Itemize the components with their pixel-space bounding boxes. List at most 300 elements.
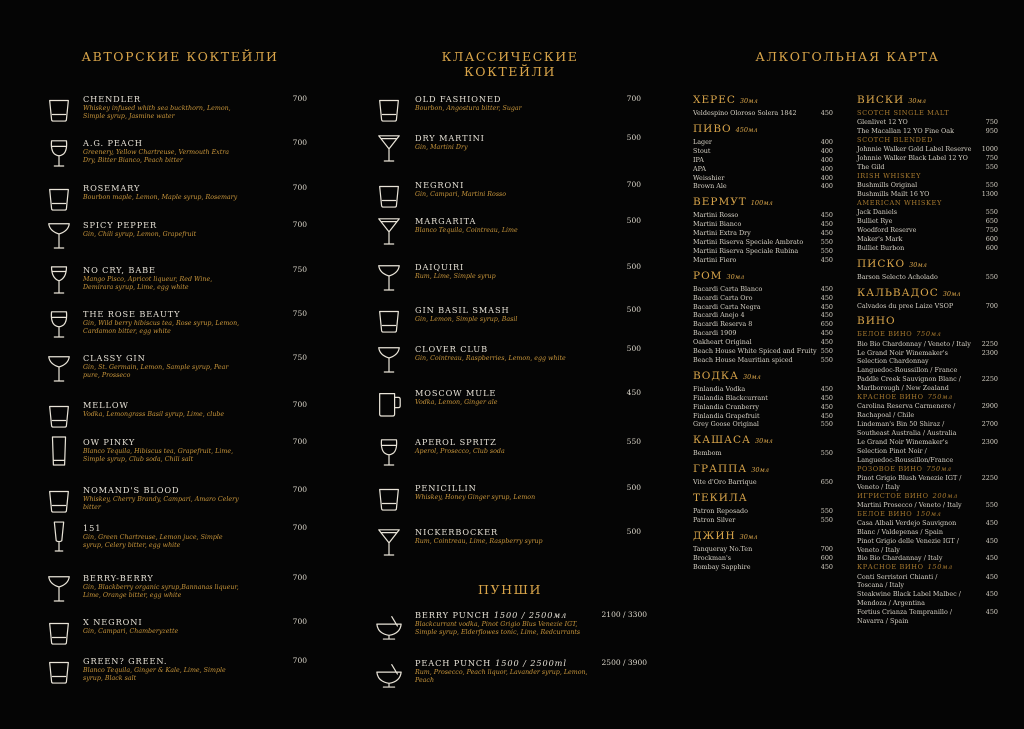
alcohol-item-name: Oakheart Original bbox=[693, 338, 752, 347]
section-name: ВИСКИ bbox=[857, 94, 905, 106]
section-volume: 30мл bbox=[739, 97, 758, 105]
cocktail-name: ROSEMARY bbox=[83, 183, 141, 193]
alcohol-item-name: Finlandia Vodka bbox=[693, 384, 746, 393]
cocktail-name: SPICY PEPPER bbox=[83, 220, 158, 230]
punch-name bbox=[415, 658, 567, 668]
alcohol-section-title bbox=[693, 463, 769, 475]
alcohol-section-title bbox=[693, 94, 758, 106]
cocktail-description: Whiskey, Cherry Brandy, Campari, Amaro Celery bitter bbox=[83, 496, 239, 511]
alcohol-item-name: Pinot Grigio delle Venezie IGT / bbox=[857, 536, 959, 545]
alcohol-item-name: Veldespino Oloroso Solera 1842 bbox=[693, 109, 797, 117]
cocktail-name: A.G. PEACH bbox=[83, 138, 143, 148]
alcohol-item-price: 2900 bbox=[981, 402, 998, 411]
alcohol-item-name: Finlandia Cranberry bbox=[693, 402, 760, 411]
alcohol-item-price: 450 bbox=[985, 590, 998, 599]
alcohol-item-name: Martini Fiero bbox=[693, 255, 737, 264]
alcohol-item-name: Rachapoal / Chile bbox=[857, 411, 915, 420]
cocktail-price: 750 bbox=[292, 265, 307, 274]
alcohol-item-price: 550 bbox=[820, 420, 833, 429]
alcohol-item-price: 550 bbox=[820, 238, 833, 246]
alcohol-item-price: 600 bbox=[820, 553, 833, 562]
alcohol-item-name: Lindeman's Bin 50 Shiraz / bbox=[857, 420, 945, 428]
cocktail-name: GIN BASIL SMASH bbox=[415, 305, 510, 315]
martini-glass-icon bbox=[375, 523, 403, 559]
cocktail-price: 700 bbox=[292, 437, 307, 446]
alcohol-item-name: Le Grand Noir Winemaker's bbox=[857, 437, 948, 446]
cocktail-description: Gin, Green Chartreuse, Lemon juce, Simple syrup, Celery bitter, egg white bbox=[83, 534, 223, 549]
alcohol-item-name: Blanc / Valdepenas / Spain bbox=[857, 527, 943, 536]
alcohol-item-price: 450 bbox=[820, 393, 833, 402]
cocktail-name: MELLOW bbox=[83, 400, 129, 410]
cocktail-name: CLASSY GIN bbox=[83, 353, 146, 363]
cocktail-name: APEROL SPRITZ bbox=[415, 437, 497, 447]
alcohol-item-price: 700 bbox=[985, 301, 998, 310]
cocktail-name: X NEGRONI bbox=[83, 617, 143, 627]
alcohol-item-name: Bulliet Burbon bbox=[857, 243, 905, 252]
alcohol-item-name: Patron Reposado bbox=[693, 507, 749, 516]
alcohol-item-name: Glenlivet 12 YO bbox=[857, 118, 908, 127]
section-name: КАЛЬВАДОС bbox=[857, 286, 939, 299]
rocks-glass-icon bbox=[375, 479, 403, 515]
subsection-name: AMERICAN WHISKEY bbox=[857, 198, 942, 207]
section-name: ПИВО bbox=[693, 122, 732, 135]
alcohol-item-price: 2250 bbox=[981, 375, 998, 384]
rocks-glass-icon bbox=[45, 179, 73, 215]
alcohol-item-price: 450 bbox=[820, 284, 833, 293]
alcohol-item-name: Finlandia Blackcurrant bbox=[693, 393, 768, 402]
cocktail-description: Bourbon, Angostura bitter, Sugar bbox=[415, 105, 522, 112]
alcohol-item-price: 2700 bbox=[981, 420, 998, 428]
alcohol-item-price: 550 bbox=[820, 449, 833, 458]
section-volume: 30мл bbox=[742, 372, 761, 381]
alcohol-item-name: Marlborough / New Zealand bbox=[857, 384, 949, 393]
rocks-glass-icon bbox=[375, 301, 403, 337]
punch-bowl-icon bbox=[375, 656, 403, 692]
section-volume: 30мл bbox=[751, 466, 770, 475]
alcohol-item-price: 1300 bbox=[981, 190, 998, 198]
alcohol-item-price: 450 bbox=[820, 411, 833, 420]
author-header: АВТОРСКИЕ КОКТЕЙЛИ bbox=[81, 49, 279, 64]
alcohol-item-price: 450 bbox=[820, 562, 833, 571]
alcohol-item-name: Vite d'Oro Barrique bbox=[693, 478, 757, 487]
alcohol-item-name: Bushmills Original bbox=[857, 181, 918, 190]
cocktail-description: Rum, Lime, Simple syrup bbox=[415, 273, 496, 280]
section-volume: 30мл bbox=[755, 437, 773, 446]
cocktail-name: BERRY-BERRY bbox=[83, 573, 154, 583]
alcohol-item-name: Patron Silver bbox=[693, 516, 736, 524]
alcohol-item-price: 550 bbox=[820, 347, 833, 355]
alcohol-section-title bbox=[857, 94, 926, 106]
cocktail-name: PENICILLIN bbox=[415, 483, 477, 493]
cocktail-description: Vodka, Lemon, Ginger ale bbox=[415, 399, 498, 406]
alcohol-item-name: Martini Extra Dry bbox=[693, 229, 751, 238]
alcohol-item-name: Bacardi Carta Oro bbox=[693, 293, 753, 302]
subsection-volume: 750мл bbox=[916, 330, 942, 339]
cocktail-price: 700 bbox=[292, 94, 307, 103]
coupe-glass-icon bbox=[375, 340, 403, 376]
alcohol-item-name: Selection Pinot Noir / bbox=[857, 446, 927, 455]
cocktail-price: 750 bbox=[292, 309, 307, 318]
coupe-glass-icon bbox=[375, 258, 403, 294]
alcohol-item-name: Stout bbox=[693, 146, 711, 155]
alcohol-item-name: Le Grand Noir Winemaker's bbox=[857, 348, 948, 357]
martini-glass-icon bbox=[375, 212, 403, 248]
alcohol-section-title bbox=[693, 492, 748, 504]
alcohol-subsection-title bbox=[857, 136, 933, 144]
alcohol-item-name: Veneto / Italy bbox=[857, 482, 900, 491]
cocktail-price: 500 bbox=[626, 527, 641, 536]
alcohol-subsection-title bbox=[857, 393, 953, 401]
cocktail-price: 550 bbox=[626, 437, 641, 446]
alcohol-item-price: 750 bbox=[985, 118, 998, 127]
alcohol-item-name: Jack Daniels bbox=[857, 208, 898, 217]
alcohol-item-price: 400 bbox=[820, 164, 833, 173]
alcohol-item-price: 450 bbox=[820, 302, 833, 311]
alcohol-item-name: Navarra / Spain bbox=[857, 617, 909, 625]
alcohol-item-name: Bacardi Anejo 4 bbox=[693, 311, 745, 320]
punch-name bbox=[415, 610, 567, 620]
classic-header: КЛАССИЧЕСКИЕ КОКТЕЙЛИ bbox=[441, 49, 579, 79]
alcohol-item-name: Barson Selecto Acholado bbox=[857, 272, 938, 281]
subsection-volume: 150мл bbox=[927, 563, 953, 572]
cocktail-price: 700 bbox=[292, 656, 307, 665]
alcohol-item-name: Johnnie Walker Gold Label Reserve bbox=[857, 145, 972, 154]
alcohol-section-title bbox=[857, 287, 961, 299]
section-name: ВОДКА bbox=[693, 369, 739, 382]
alcohol-item-price: 450 bbox=[985, 608, 998, 617]
wine-glass-icon bbox=[45, 305, 73, 341]
cocktail-description: Whiskey infused whith sea buckthorn, Lemon, Simple syrup, Jasmine water bbox=[83, 105, 231, 120]
cocktail-name: CHENDLER bbox=[83, 94, 141, 104]
martini-glass-icon bbox=[375, 129, 403, 165]
wine-glass-icon bbox=[45, 134, 73, 170]
alcohol-item-name: Martini Bianco bbox=[693, 220, 742, 229]
alcohol-item-name: Veneto / Italy bbox=[857, 545, 900, 554]
punch-price: 2100 / 3300 bbox=[601, 610, 647, 619]
alcohol-item-name: Paddle Creek Sauvignon Blanc / bbox=[857, 375, 961, 384]
alcohol-subsection-title bbox=[857, 492, 958, 500]
alcohol-item-name: Bushmills Mailt 16 YO bbox=[857, 190, 930, 198]
alcohol-item-price: 550 bbox=[820, 355, 833, 364]
section-volume: 30мл bbox=[942, 289, 961, 298]
alcohol-item-name: Pinot Grigio Blush Venezie IGT / bbox=[857, 473, 962, 482]
punch-title: PEACH PUNCH bbox=[415, 658, 492, 668]
alcohol-item-price: 400 bbox=[820, 182, 833, 191]
cocktail-price: 500 bbox=[626, 344, 641, 353]
alcohol-subsection-title bbox=[857, 465, 952, 473]
alcohol-item-price: 400 bbox=[820, 146, 833, 155]
cocktail-price: 700 bbox=[292, 523, 307, 532]
alcohol-item-price: 650 bbox=[820, 320, 833, 329]
cocktail-name: NO CRY, BABE bbox=[83, 265, 156, 275]
alcohol-item-price: 2250 bbox=[981, 473, 998, 482]
cocktail-description: Gin, St. Germain, Lemon, Sample syrup, Pear pure, Prosseco bbox=[83, 364, 229, 379]
subsection-volume: 200мл bbox=[932, 491, 958, 500]
punch-bowl-icon bbox=[375, 608, 403, 644]
alcohol-item-name: Bacardi Carta Blanco bbox=[693, 284, 763, 293]
section-name: ВИНО bbox=[857, 315, 896, 328]
cocktail-description: Gin, Chili syrup, Lemon, Grapefruit bbox=[83, 231, 197, 238]
alcohol-item-name: Brockman's bbox=[693, 553, 732, 562]
alcohol-item-price: 550 bbox=[820, 246, 833, 255]
alcohol-subsection-title bbox=[857, 172, 921, 180]
cocktail-name: NOMAND'S BLOOD bbox=[83, 485, 180, 495]
alcohol-section-title bbox=[693, 434, 773, 446]
alcohol-item-price: 550 bbox=[820, 516, 833, 524]
alcohol-item-name: Steakwine Black Label Malbec / bbox=[857, 590, 961, 599]
alcohol-item-name: Languedoc-Roussillon / France bbox=[857, 366, 958, 375]
section-name: ТЕКИЛА bbox=[693, 492, 748, 505]
alcohol-item-price: 2300 bbox=[981, 348, 998, 357]
section-name: РОМ bbox=[693, 269, 723, 282]
coupe-glass-icon bbox=[45, 349, 73, 385]
alcohol-item-name: Brown Ale bbox=[693, 182, 727, 191]
alcohol-item-price: 550 bbox=[820, 507, 833, 516]
alcohol-item-name: The Macallan 12 YO Fine Oak bbox=[857, 127, 954, 136]
nick-glass-icon bbox=[45, 261, 73, 297]
subsection-name: КРАСНОЕ ВИНО bbox=[857, 393, 924, 401]
section-volume: 450мл bbox=[735, 125, 758, 134]
alcohol-item-name: Bembom bbox=[693, 449, 722, 458]
subsection-volume: 750мл bbox=[927, 393, 953, 401]
section-name: ДЖИН bbox=[693, 529, 736, 542]
coupe-glass-icon bbox=[45, 569, 73, 605]
cocktail-name: NICKERBOCKER bbox=[415, 527, 499, 537]
alcohol-item-price: 550 bbox=[985, 208, 998, 217]
cocktail-name: MOSCOW MULE bbox=[415, 388, 497, 398]
alcohol-item-price: 450 bbox=[820, 109, 833, 117]
section-volume: 30мл bbox=[909, 260, 927, 269]
punch-volume: 1500 / 2500мл bbox=[493, 610, 568, 620]
alcohol-section-title bbox=[857, 315, 896, 327]
cocktail-price: 700 bbox=[292, 617, 307, 626]
cocktail-price: 500 bbox=[626, 133, 641, 142]
cocktail-name: 151 bbox=[83, 523, 102, 533]
alcohol-item-name: Mendoza / Argentina bbox=[857, 599, 925, 608]
section-name: ГРАППА bbox=[693, 463, 748, 476]
section-volume: 30мл bbox=[726, 272, 745, 281]
cocktail-price: 450 bbox=[626, 388, 641, 397]
alcohol-item-price: 550 bbox=[985, 500, 998, 509]
rocks-glass-icon bbox=[45, 90, 73, 126]
alcohol-item-price: 750 bbox=[985, 154, 998, 163]
cocktail-price: 700 bbox=[292, 138, 307, 147]
section-name: ПИСКО bbox=[857, 257, 906, 270]
alcohol-item-price: 650 bbox=[820, 478, 833, 487]
alcohol-item-price: 550 bbox=[985, 272, 998, 281]
alcohol-item-name: Tanqueray No.Ten bbox=[693, 544, 753, 553]
section-volume: 100мл bbox=[750, 199, 773, 208]
alcohol-subsection-title bbox=[857, 199, 942, 207]
cocktail-name: MARGARITA bbox=[415, 216, 477, 226]
cocktail-price: 500 bbox=[626, 305, 641, 314]
alcohol-item-name: Beach House Mauritian spiced bbox=[693, 355, 793, 364]
cocktail-price: 500 bbox=[626, 483, 641, 492]
alcohol-item-name: Bio Bio Chardonnay / Veneto / Italy bbox=[857, 339, 971, 348]
alcohol-item-name: Carolina Reserva Carmenere / bbox=[857, 402, 956, 411]
cocktail-price: 700 bbox=[292, 220, 307, 229]
subsection-name: РОЗОВОЕ ВИНО bbox=[857, 464, 923, 473]
alcohol-item-price: 550 bbox=[985, 163, 998, 171]
rocks-glass-icon bbox=[45, 652, 73, 688]
alcohol-item-price: 600 bbox=[985, 243, 998, 252]
section-name: ХЕРЕС bbox=[693, 94, 736, 106]
alcohol-item-name: Grey Goose Original bbox=[693, 420, 759, 429]
cocktail-description: Rum, Cointreau, Lime, Raspberry syrup bbox=[415, 538, 543, 545]
alcohol-item-name: Bombay Sapphire bbox=[693, 562, 751, 571]
alcohol-section-title bbox=[693, 270, 744, 282]
alcohol-item-price: 650 bbox=[985, 217, 998, 225]
alcohol-item-name: IPA bbox=[693, 155, 704, 164]
cocktail-description: Whiskey, Honey Ginger syrup, Lemon bbox=[415, 494, 536, 501]
punch-description: Blackcurrant vodka, Pinot Grigio Blus Venezie IGT, Simple syrup, Elderflowes tonic, Lime, Redcurrants bbox=[415, 621, 581, 636]
cocktail-name: OLD FASHIONED bbox=[415, 94, 502, 104]
cocktail-description: Gin, Wild berry hibiscus tea, Rose syrup, Lemon, Cardamon bitter, egg white bbox=[83, 320, 240, 335]
section-volume: 30мл bbox=[908, 97, 927, 105]
rocks-glass-icon bbox=[375, 176, 403, 212]
punch-header: ПУНШИ bbox=[478, 582, 542, 597]
alcohol-subsection-title bbox=[857, 563, 953, 571]
cocktail-description: Gin, Blackberry organic syrup,Bannanas liqueur, Lime, Orange bitter, egg white bbox=[83, 584, 239, 599]
alcohol-section-title bbox=[693, 196, 773, 208]
alcohol-item-price: 450 bbox=[820, 311, 833, 320]
subsection-volume: 750мл bbox=[926, 464, 952, 473]
cocktail-description: Gin, Lemon, Simple syrup, Basil bbox=[415, 316, 518, 323]
alcohol-item-name: Martini Prosecco / Veneto / Italy bbox=[857, 500, 962, 509]
alcohol-item-name: Calvados du pree Laize VSOP bbox=[857, 301, 954, 310]
mug-icon bbox=[375, 384, 403, 420]
alcohol-item-name: APA bbox=[693, 164, 706, 173]
alcohol-item-price: 450 bbox=[820, 293, 833, 302]
alcohol-item-price: 450 bbox=[820, 255, 833, 264]
alcohol-item-price: 550 bbox=[985, 181, 998, 190]
alcohol-section-title bbox=[693, 370, 761, 382]
section-volume: 30мл bbox=[739, 532, 758, 541]
cocktail-description: Greenery, Yellow Chartreuse, Vermouth Extra Dry, Bitter Bianco, Peach bitter bbox=[83, 149, 230, 164]
alcohol-item-price: 700 bbox=[820, 544, 833, 553]
alcohol-item-name: Selection Chardonnay bbox=[857, 357, 929, 366]
alcohol-item-price: 400 bbox=[820, 155, 833, 164]
alcohol-item-name: Weisshier bbox=[693, 173, 725, 182]
alcohol-item-price: 450 bbox=[820, 384, 833, 393]
cocktail-price: 700 bbox=[292, 573, 307, 582]
alcohol-item-name: Beach House White Spiced and Fruity bbox=[693, 347, 817, 355]
cocktail-price: 500 bbox=[626, 262, 641, 271]
subsection-name: SCOTCH BLENDED bbox=[857, 136, 933, 144]
alcohol-item-name: Johnnie Walker Black Label 12 YO bbox=[857, 154, 968, 163]
cocktail-description: Bourbon maple, Lemon, Maple syrup, Rosemary bbox=[83, 194, 238, 201]
alcohol-item-price: 1000 bbox=[981, 145, 998, 154]
rocks-glass-icon bbox=[375, 90, 403, 126]
cocktail-description: Mango Pisco, Apricot liqueur, Red Wine, Demirara syrup, Lime, egg white bbox=[83, 276, 213, 291]
cocktail-price: 700 bbox=[292, 485, 307, 494]
cocktail-name: CLOVER CLUB bbox=[415, 344, 488, 354]
cocktail-description: Blanco Tequila, Hibiscus tea, Grapefruit, Lime, Simple syrup, Club soda, Chili salt bbox=[83, 448, 234, 463]
cocktail-price: 500 bbox=[626, 216, 641, 225]
alcohol-item-price: 2300 bbox=[981, 437, 998, 446]
cocktail-price: 700 bbox=[292, 183, 307, 192]
cocktail-description: Gin, Cointreau, Raspberries, Lemon, egg white bbox=[415, 355, 566, 362]
cocktail-price: 700 bbox=[626, 94, 641, 103]
subsection-name: БЕЛОЕ ВИНО bbox=[857, 509, 913, 518]
wine-glass-icon bbox=[375, 433, 403, 469]
alcohol-item-price: 400 bbox=[820, 173, 833, 182]
cocktail-price: 750 bbox=[292, 353, 307, 362]
highball-glass-icon bbox=[45, 433, 73, 469]
alcohol-item-name: Maker's Mark bbox=[857, 234, 903, 243]
alcohol-item-price: 950 bbox=[985, 127, 998, 136]
alcohol-item-price: 450 bbox=[985, 536, 998, 545]
punch-description: Rum, Prosecco, Peach liquor, Lavander syrup, Lemon, Peach bbox=[415, 669, 588, 684]
subsection-name: КРАСНОЕ ВИНО bbox=[857, 563, 924, 572]
section-name: ВЕРМУТ bbox=[693, 196, 747, 209]
alcohol-item-price: 450 bbox=[985, 554, 998, 563]
cocktail-name: GREEN? GREEN. bbox=[83, 656, 168, 666]
punch-volume: 1500 / 2500ml bbox=[495, 658, 567, 668]
alcohol-item-price: 450 bbox=[820, 338, 833, 347]
alcohol-subsection-title bbox=[857, 510, 942, 518]
alcohol-item-name: Toscana / Italy bbox=[857, 581, 904, 590]
cocktail-price: 700 bbox=[626, 180, 641, 189]
alcohol-item-name: Conti Serristori Chianti / bbox=[857, 572, 938, 581]
alcohol-section-title bbox=[693, 530, 757, 542]
coupe-glass-icon bbox=[45, 216, 73, 252]
alcohol-item-price: 750 bbox=[985, 225, 998, 234]
alcohol-item-name: Woodford Reserve bbox=[857, 225, 917, 234]
cocktail-price: 700 bbox=[292, 400, 307, 409]
section-name: КАШАСА bbox=[693, 434, 751, 447]
alcohol-item-name: Bio Bio Chardannay / Italy bbox=[857, 554, 943, 563]
alcohol-item-price: 450 bbox=[820, 402, 833, 411]
alcohol-subsection-title bbox=[857, 109, 949, 117]
rocks-glass-icon bbox=[45, 481, 73, 517]
alcohol-item-price: 450 bbox=[985, 518, 998, 527]
cocktail-description: Gin, Campari, Chamberyzette bbox=[83, 628, 179, 635]
cocktail-name: DAIQUIRI bbox=[415, 262, 465, 272]
alcohol-item-name: Casa Albali Verdejo Sauvignon bbox=[857, 518, 957, 527]
cocktail-name: DRY MARTINI bbox=[415, 133, 485, 143]
alcohol-item-name: Lager bbox=[693, 137, 712, 146]
alcohol-subsection-title bbox=[857, 330, 942, 338]
alcohol-item-price: 450 bbox=[820, 211, 833, 220]
subsection-name: ИГРИСТОЕ ВИНО bbox=[857, 491, 929, 500]
subsection-name: IRISH WHISKEY bbox=[857, 171, 922, 180]
alcohol-item-price: 450 bbox=[820, 229, 833, 238]
alcohol-item-price: 450 bbox=[820, 220, 833, 229]
rocks-glass-icon bbox=[45, 613, 73, 649]
cocktail-name: OW PINKY bbox=[83, 437, 136, 447]
alcohol-item-name: Southeast Australia / Australia bbox=[857, 428, 957, 437]
alcohol-item-name: Martini Riserva Speciale Rubina bbox=[693, 246, 799, 255]
cocktail-description: Blanco Tequila, Ginger & Kale, Lime, Simple syrup, Black salt bbox=[83, 667, 226, 682]
alcohol-item-name: The Gild bbox=[857, 163, 885, 171]
subsection-name: БЕЛОЕ ВИНО bbox=[857, 330, 913, 339]
alcohol-item-name: Bacardi Carta Negra bbox=[693, 302, 761, 311]
alcohol-item-name: Bacardi 1909 bbox=[693, 329, 737, 338]
punch-price: 2500 / 3900 bbox=[601, 658, 647, 667]
alcohol-item-name: Bacardi Reserva 8 bbox=[693, 320, 753, 329]
subsection-name: SCOTCH SINGLE MALT bbox=[857, 109, 950, 117]
cocktail-description: Gin, Campari, Martini Rosso bbox=[415, 191, 507, 198]
alcohol-item-name: Martini Riserva Speciale Ambrato bbox=[693, 238, 804, 246]
alcohol-section-title bbox=[857, 258, 927, 270]
flute-glass-icon bbox=[45, 519, 73, 555]
cocktail-description: Gin, Martini Dry bbox=[415, 144, 468, 151]
alcohol-item-price: 450 bbox=[820, 329, 833, 338]
alcohol-item-price: 600 bbox=[985, 234, 998, 243]
alcohol-item-price: 2250 bbox=[981, 339, 998, 348]
alcohol-header: АЛКОГОЛЬНАЯ КАРТА bbox=[755, 49, 940, 64]
